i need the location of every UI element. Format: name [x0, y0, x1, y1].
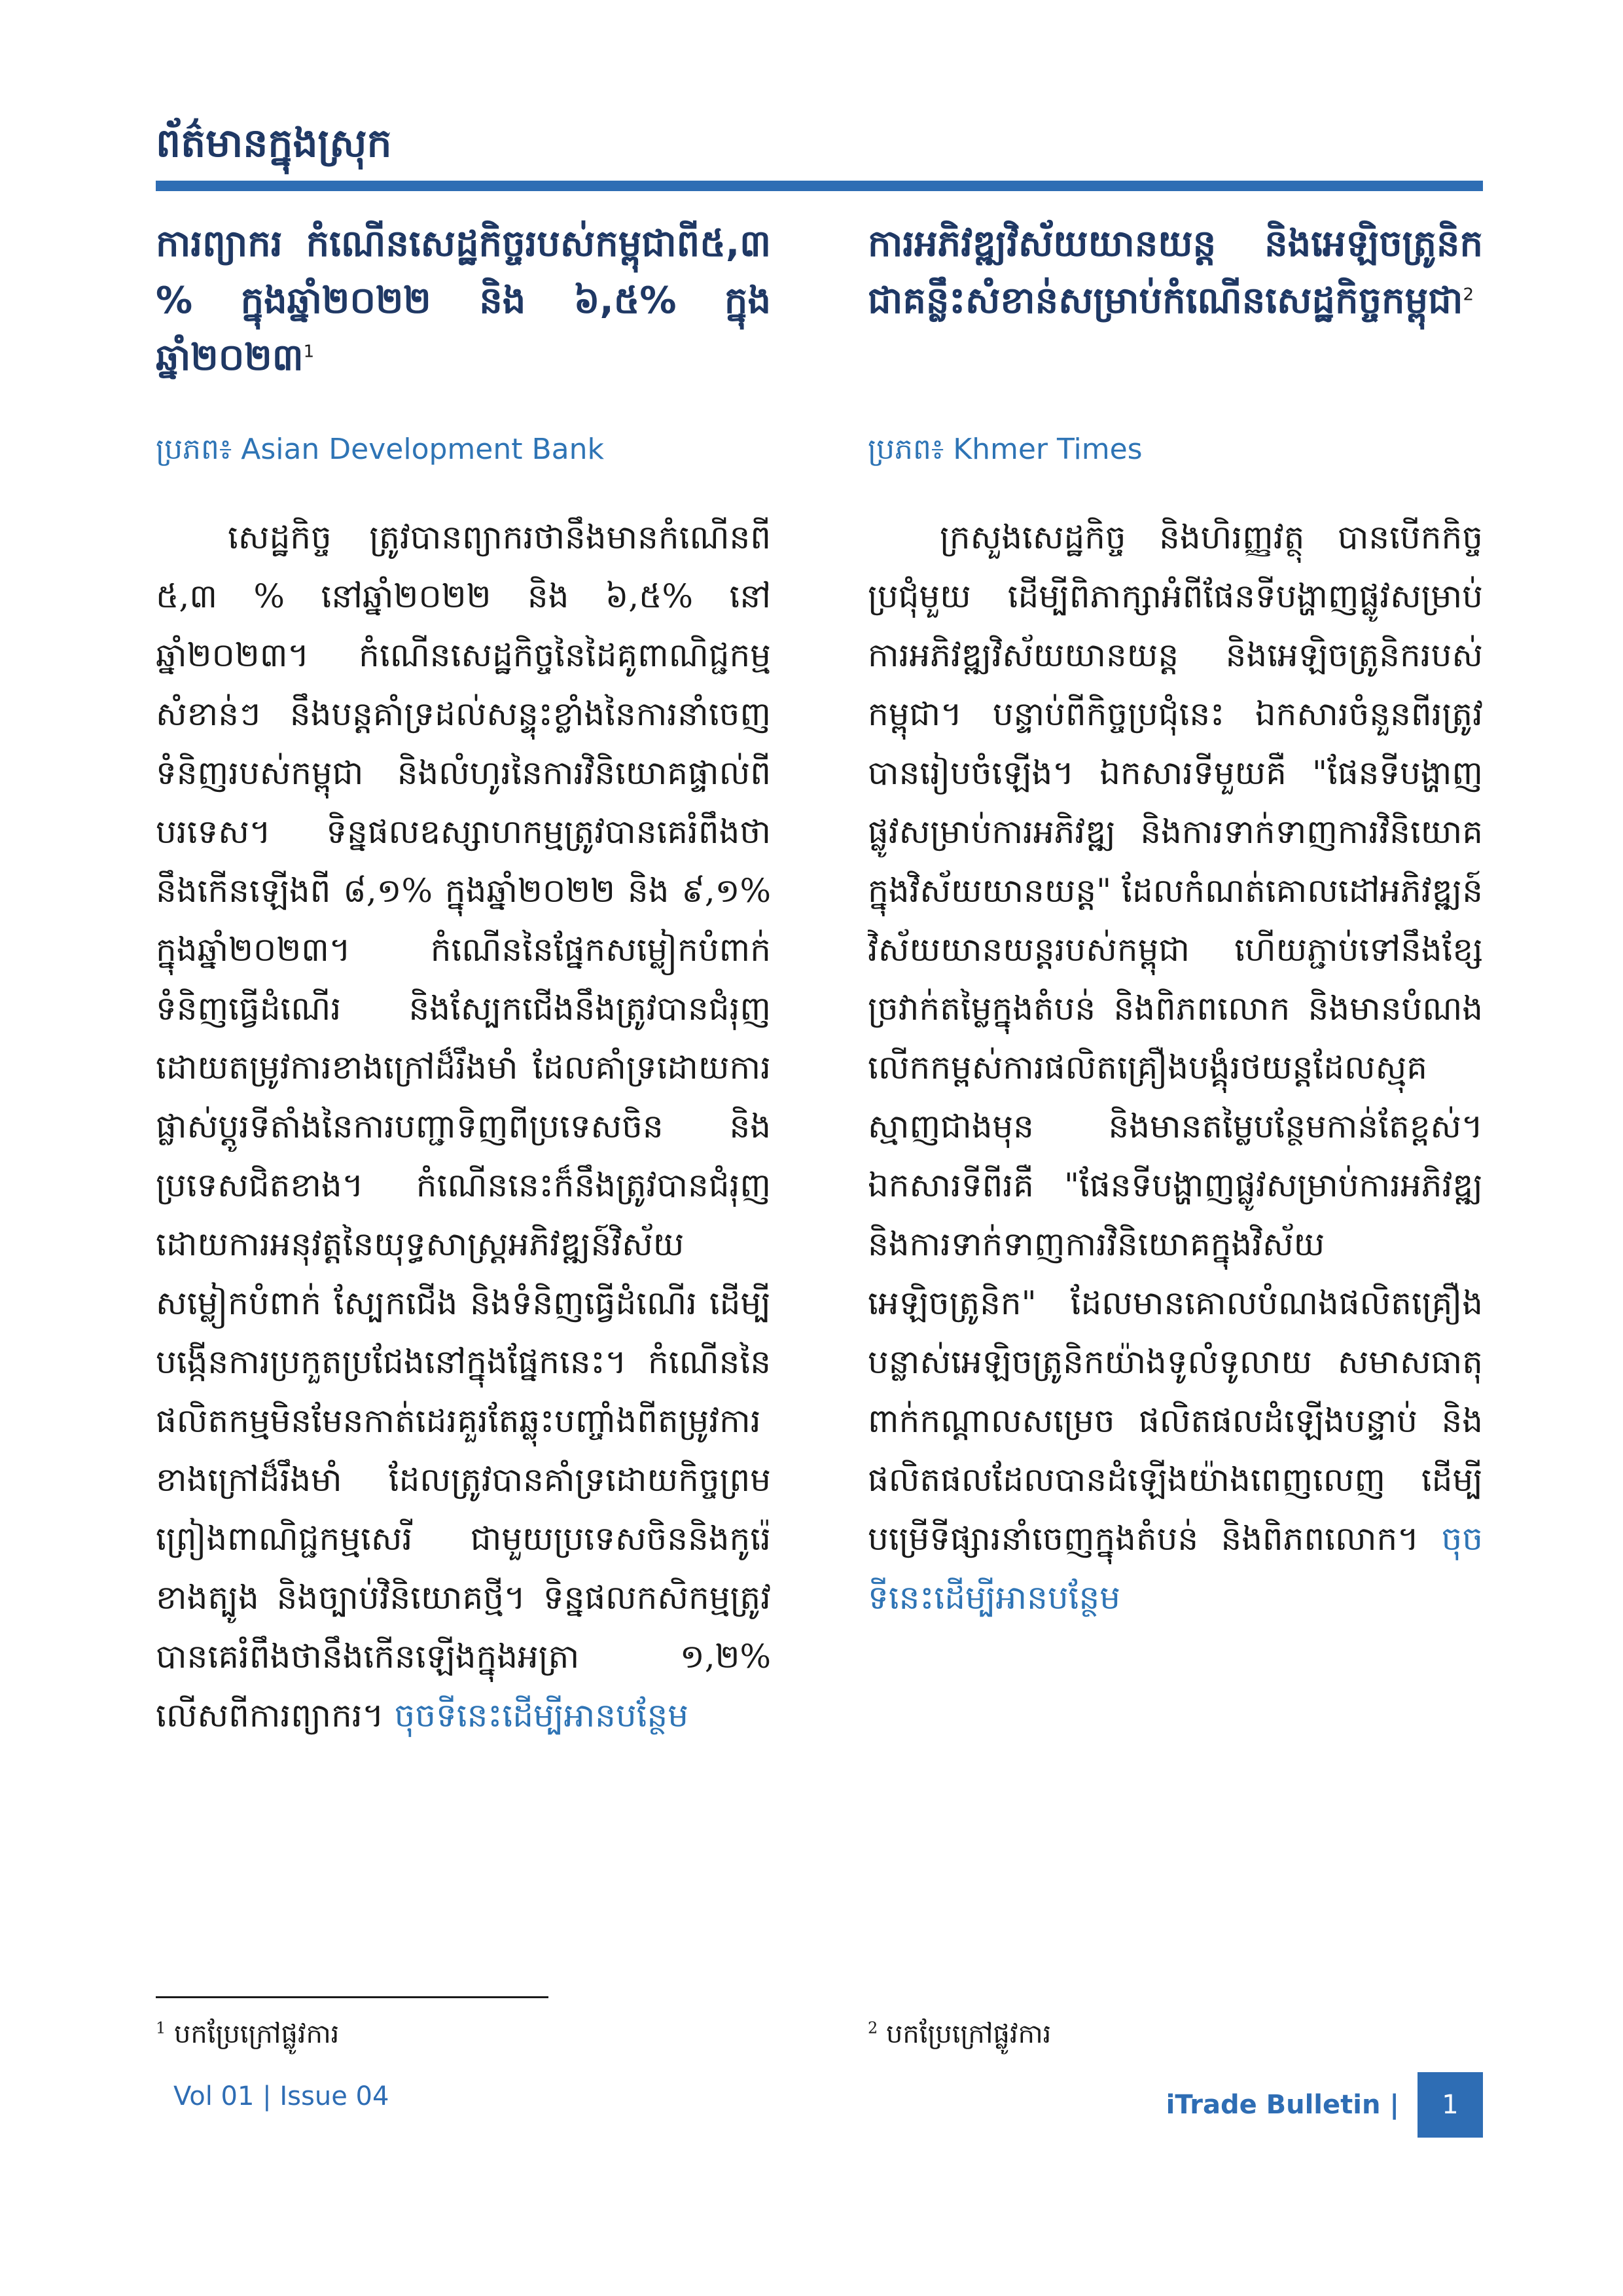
article-source: ប្រភព៖ Asian Development Bank: [156, 433, 605, 466]
article-title-text: ការព្យាករ កំណើនសេដ្ឋកិច្ចរបស់កម្ពុជាពី៥,៣ % ក្នុងឆ្នាំ២០២២ និង ៦,៥% ក្នុងឆ្នាំ២០២៣: [156, 223, 771, 379]
article-body: [868, 508, 1483, 1804]
article-body-text: សេដ្ឋកិច្ច ត្រូវបានព្យាករថានឹងមានកំណើនពី ៥,៣ % នៅឆ្នាំ២០២២ និង ៦,៥% នៅឆ្នាំ២០២៣។ កំណើនសេដ្ឋកិច្ចនៃដៃគូពាណិជ្ជកម្មសំខាន់ៗ នឹងបន្តគាំទ្រដល់សន្ទុះខ្លាំងនៃការនាំចេញទំនិញរបស់កម្ពុជា និងលំហូរនៃការវិនិយោគផ្ទាល់ពីបរទេស។ ទិន្នផលឧស្សាហកម្មត្រូវបានគេរំពឹងថានឹងកើនឡើងពី ៨,១% ក្នុងឆ្នាំ២០២២ និង ៩,១% ក្នុងឆ្នាំ២០២៣។ កំណើននៃផ្នែកសម្លៀកបំពាក់ ទំនិញធ្វើដំណើរ និងស្បែកជើងនឹងត្រូវបានជំរុញដោយតម្រូវការខាងក្រៅដ៏រឹងមាំ ដែលគាំទ្រដោយការផ្លាស់ប្តូរទីតាំងនៃការបញ្ជាទិញពីប្រទេសចិន និងប្រទេសជិតខាង។ កំណើននេះក៏នឹងត្រូវបានជំរុញដោយការអនុវត្តនៃយុទ្ធសាស្ត្រអភិវឌ្ឍន៍វិស័យសម្លៀកបំពាក់ ស្បែកជើង និងទំនិញធ្វើដំណើរ ដើម្បីបង្កើនការប្រកួតប្រជែងនៅក្នុងផ្នែកនេះ។ កំណើននៃផលិតកម្មមិនមែនកាត់ដេរគួរតែឆ្លុះបញ្ចាំងពីតម្រូវការខាងក្រៅដ៏រឹងមាំ ដែលត្រូវបានគាំទ្រដោយកិច្ចព្រមព្រៀងពាណិជ្ជកម្មសេរី ជាមួយប្រទេសចិននិងកូរ៉េខាងត្បូង និងច្បាប់វិនិយោគថ្មី។ ទិន្នផលកសិកម្មត្រូវបានគេរំពឹងថានឹងកើនឡើងក្នុងអត្រា ១,២% លើសពីការព្យាករ។: [156, 518, 771, 1734]
article-title: [156, 216, 771, 412]
footnote-1: [156, 2016, 339, 2053]
footnote-ref[interactable]: 2: [1463, 285, 1474, 305]
footnote-divider: [156, 1996, 548, 1998]
footnote-number: 1: [156, 2018, 166, 2037]
article-title-text: ការអភិវឌ្ឍវិស័យយានយន្ត និងអេឡិចត្រូនិក ជាគន្លឹះសំខាន់សម្រាប់កំណើនសេដ្ឋកិច្ចកម្ពុជា: [868, 223, 1483, 322]
footnote-2: [868, 2016, 1051, 2053]
article-source: ប្រភព៖ Khmer Times: [868, 433, 1143, 466]
article-body-text: ក្រសួងសេដ្ឋកិច្ច និងហិរញ្ញវត្ថុ បានបើកកិច្ចប្រជុំមួយ ដើម្បីពិភាក្សាអំពីផែនទីបង្ហាញផ្លូវសម្រាប់ការអភិវឌ្ឍវិស័យយានយន្ត និងអេឡិចត្រូនិករបស់កម្ពុជា។ បន្ទាប់ពីកិច្ចប្រជុំនេះ ឯកសារចំនួនពីរត្រូវបានរៀបចំឡើង។ ឯកសារទីមួយគឺ "ផែនទីបង្ហាញផ្លូវសម្រាប់ការអភិវឌ្ឍ និងការទាក់ទាញការវិនិយោគក្នុងវិស័យយានយន្ត" ដែលកំណត់គោលដៅអភិវឌ្ឍន៍វិស័យយានយន្តរបស់កម្ពុជា ហើយភ្ជាប់ទៅនឹងខ្សែច្រវាក់តម្លៃក្នុងតំបន់ និងពិភពលោក និងមានបំណងលើកកម្ពស់ការផលិតគ្រឿងបង្គុំរថយន្តដែលស្មុគស្មាញជាងមុន និងមានតម្លៃបន្ថែមកាន់តែខ្ពស់។ ឯកសារទីពីរគឺ "ផែនទីបង្ហាញផ្លូវសម្រាប់ការអភិវឌ្ឍ និងការទាក់ទាញការវិនិយោគក្នុងវិស័យអេឡិចត្រូនិក" ដែលមានគោលបំណងផលិតគ្រឿងបន្លាស់អេឡិចត្រូនិកយ៉ាងទូលំទូលាយ សមាសធាតុពាក់កណ្តាលសម្រេច ផលិតផលដំឡើងបន្ទាប់ និងផលិតផលដែលបានដំឡើងយ៉ាងពេញលេញ ដើម្បីបម្រើទីផ្សារនាំចេញក្នុងតំបន់ និងពិភពលោក។: [868, 518, 1483, 1558]
page-number: 1: [1418, 2072, 1483, 2138]
footnote-number: 2: [868, 2018, 878, 2037]
footer-brand-block: [1166, 2072, 1483, 2138]
article-right: [868, 216, 1483, 1804]
footer-volume-issue: Vol 01 | Issue 04: [173, 2081, 389, 2111]
footnote-text: បកប្រែក្រៅផ្លូវការ: [174, 2019, 340, 2049]
read-more-link[interactable]: ចុចទីនេះដើម្បីអានបន្ថែម: [394, 1696, 688, 1734]
article-title: [868, 216, 1483, 412]
section-heading: ព័ត៌មានក្នុងស្រុក: [156, 120, 392, 166]
heading-divider: [156, 181, 1483, 191]
footnote-text: បកប្រែក្រៅផ្លូវការ: [886, 2019, 1052, 2049]
article-body: [156, 508, 771, 1804]
footer-brand: iTrade Bulletin |: [1166, 2090, 1399, 2120]
footnote-ref[interactable]: 1: [303, 341, 315, 361]
article-left: [156, 216, 771, 1804]
read-more-link[interactable]: ចុចទីនេះដើម្បីអានបន្ថែម: [868, 1519, 1483, 1617]
